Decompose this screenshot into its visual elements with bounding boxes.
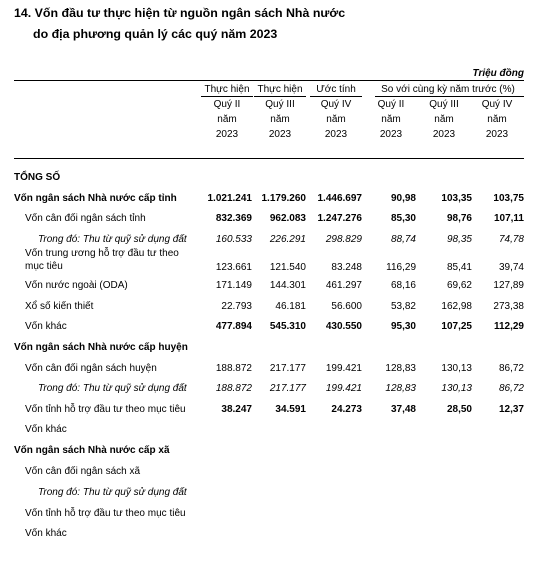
column-header-line: 2023 <box>324 129 348 140</box>
table-cell: 128,83 <box>385 363 416 374</box>
row-label: Vốn khác <box>25 321 67 332</box>
column-header-line: Quý III <box>429 99 459 110</box>
row-label: Vốn tỉnh hỗ trợ đầu tư theo mục tiêu <box>25 404 186 415</box>
table-cell: 85,30 <box>390 213 416 224</box>
column-header-line: năm <box>270 114 290 125</box>
table-cell: 68,16 <box>390 280 416 291</box>
table-cell: 430.550 <box>325 321 362 332</box>
table-cell: 171.149 <box>215 280 252 291</box>
table-cell: 273,38 <box>493 301 524 312</box>
column-header-line: 2023 <box>379 129 403 140</box>
column-header-line: Ước tính <box>316 84 356 95</box>
column-header-line: Quý II <box>377 99 405 110</box>
table-cell: 199.421 <box>325 363 362 374</box>
table-cell: 107,11 <box>493 213 524 224</box>
column-header-line: Quý IV <box>481 99 513 110</box>
column-header <box>414 82 474 142</box>
row-label: Vốn tỉnh hỗ trợ đầu tư theo mục tiêu <box>25 508 186 519</box>
table-cell: 1.021.241 <box>207 193 252 204</box>
column-header-rule <box>254 96 306 97</box>
table-cell: 130,13 <box>441 363 472 374</box>
table-cell: 160.533 <box>215 234 252 245</box>
table-cell: 85,41 <box>446 262 472 273</box>
column-header-line: Quý IV <box>320 99 352 110</box>
compare-header-label: So với cùng kỳ năm trước (%) <box>381 84 515 95</box>
table-cell: 1.247.276 <box>317 213 362 224</box>
column-header-rule <box>310 96 362 97</box>
row-label: TỔNG SỐ <box>14 172 61 183</box>
column-header-line <box>361 82 421 97</box>
row-label: Vốn khác <box>25 424 67 435</box>
table-cell: 46.181 <box>275 301 306 312</box>
row-label: Xổ số kiến thiết <box>25 301 94 312</box>
table-cell: 162,98 <box>441 301 472 312</box>
column-header-line: Thực hiện <box>204 84 250 95</box>
table-cell: 69,62 <box>446 280 472 291</box>
table-cell: 74,78 <box>498 234 524 245</box>
column-header-line: 2023 <box>432 129 456 140</box>
header-bottom-rule <box>14 158 524 159</box>
table-cell: 103,35 <box>441 193 472 204</box>
table-cell: 53,82 <box>390 301 416 312</box>
column-header-line: năm <box>487 114 507 125</box>
table-cell: 130,13 <box>441 383 472 394</box>
column-header-rule <box>201 96 253 97</box>
column-header-line <box>414 82 474 97</box>
row-label: Vốn ngân sách Nhà nước cấp huyện <box>14 342 188 353</box>
table-cell: 98,76 <box>446 213 472 224</box>
table-cell: 477.894 <box>215 321 252 332</box>
table-cell: 461.297 <box>325 280 362 291</box>
page-subtitle: do địa phương quản lý các quý năm 2023 <box>33 27 278 41</box>
column-header-line <box>467 82 527 97</box>
row-label: Vốn cân đối ngân sách tỉnh <box>25 213 146 224</box>
row-label: Trong đó: Thu từ quỹ sử dụng đất <box>38 234 187 245</box>
table-cell: 1.179.260 <box>261 193 306 204</box>
table-cell: 88,74 <box>390 234 416 245</box>
table-cell: 22.793 <box>221 301 252 312</box>
column-header <box>197 82 257 142</box>
table-cell: 28,50 <box>446 404 472 415</box>
table-cell: 39,74 <box>498 262 524 273</box>
column-header-line: năm <box>434 114 454 125</box>
column-header-line: 2023 <box>215 129 239 140</box>
table-cell: 86,72 <box>498 363 524 374</box>
table-cell: 24.273 <box>331 404 362 415</box>
table-cell: 962.083 <box>269 213 306 224</box>
table-cell: 56.600 <box>331 301 362 312</box>
row-label: Vốn trung ương hỗ trợ đầu tư theo <box>25 248 179 259</box>
table-cell: 107,25 <box>441 321 472 332</box>
table-top-rule <box>14 80 524 81</box>
column-header <box>361 82 421 142</box>
row-label: Vốn cân đối ngân sách xã <box>25 466 141 477</box>
column-header <box>306 82 366 142</box>
column-header-line: 2023 <box>485 129 509 140</box>
column-header-line: Quý II <box>213 99 241 110</box>
row-label: Trong đó: Thu từ quỹ sử dụng đất <box>38 487 187 498</box>
table-cell: 98,35 <box>446 234 472 245</box>
table-cell: 38.247 <box>221 404 252 415</box>
table-cell: 83.248 <box>331 262 362 273</box>
table-cell: 217.177 <box>269 383 306 394</box>
row-label: Vốn nước ngoài (ODA) <box>25 280 128 291</box>
page-title: 14. Vốn đầu tư thực hiện từ nguồn ngân sách Nhà nước <box>14 6 346 20</box>
row-label: Trong đó: Thu từ quỹ sử dụng đất <box>38 383 187 394</box>
table-cell: 188.872 <box>215 363 252 374</box>
table-cell: 188.872 <box>215 383 252 394</box>
column-header-line: năm <box>217 114 237 125</box>
table-cell: 217.177 <box>269 363 306 374</box>
table-cell: 12,37 <box>498 404 524 415</box>
row-label: Vốn ngân sách Nhà nước cấp tỉnh <box>14 193 177 204</box>
column-header <box>250 82 310 142</box>
table-cell: 832.369 <box>215 213 252 224</box>
table-cell: 95,30 <box>390 321 416 332</box>
table-cell: 545.310 <box>269 321 306 332</box>
row-label: Vốn cân đối ngân sách huyện <box>25 363 157 374</box>
table-cell: 112,29 <box>493 321 524 332</box>
table-cell: 226.291 <box>269 234 306 245</box>
table-cell: 298.829 <box>325 234 362 245</box>
column-header-line: 2023 <box>268 129 292 140</box>
table-cell: 37,48 <box>390 404 416 415</box>
column-header-line: năm <box>381 114 401 125</box>
table-cell: 34.591 <box>275 404 306 415</box>
table-cell: 90,98 <box>390 193 416 204</box>
column-header-line: Thực hiện <box>257 84 303 95</box>
column-header-line: năm <box>326 114 346 125</box>
column-header-line: Quý III <box>265 99 295 110</box>
row-label: Vốn ngân sách Nhà nước cấp xã <box>14 445 170 456</box>
table-cell: 199.421 <box>325 383 362 394</box>
unit-label: Triệu đồng <box>472 68 524 79</box>
table-cell: 86,72 <box>498 383 524 394</box>
table-cell: 103,75 <box>493 193 524 204</box>
row-label: Vốn khác <box>25 528 67 539</box>
table-cell: 144.301 <box>269 280 306 291</box>
table-cell: 121.540 <box>269 262 306 273</box>
table-cell: 128,83 <box>385 383 416 394</box>
column-header <box>467 82 527 142</box>
table-cell: 1.446.697 <box>317 193 362 204</box>
row-label-continued: mục tiêu <box>25 261 63 272</box>
table-cell: 123.661 <box>215 262 252 273</box>
table-cell: 127,89 <box>493 280 524 291</box>
table-cell: 116,29 <box>386 262 416 273</box>
